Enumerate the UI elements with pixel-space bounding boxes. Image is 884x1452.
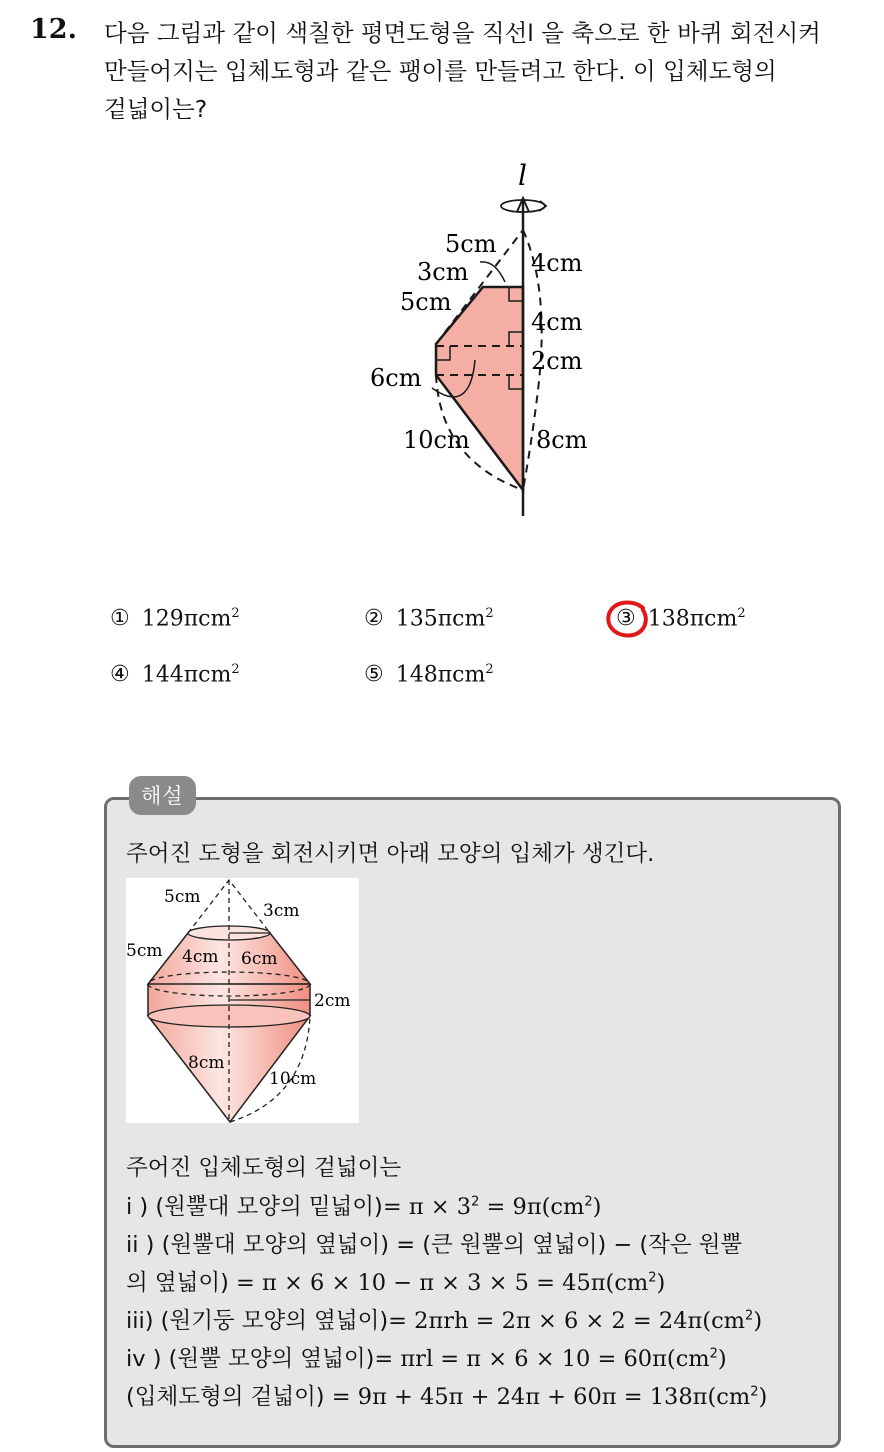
solution-intro: 주어진 도형을 회전시키면 아래 모양의 입체가 생긴다. (126, 841, 655, 867)
solid-label-cylinder-h: 2cm (314, 991, 351, 1011)
step-math: = πrl = π × 6 × 10 = 60π(cm (374, 1346, 710, 1372)
choice-number: ③ (616, 606, 636, 632)
step-math: = 9π + 45π + 24π + 60π = 138π(cm (331, 1384, 751, 1410)
choice-number: ④ (110, 662, 130, 688)
choice-value: 135πcm (395, 606, 486, 632)
solid-label-cone-slant: 10cm (269, 1069, 317, 1089)
label-height-bottom: 8cm (536, 426, 588, 454)
step-sup: 2 (584, 1194, 593, 1210)
solution-step (126, 1227, 742, 1259)
question-line: 다음 그림과 같이 색칠한 평면도형을 직선l 을 축으로 한 바퀴 회전시켜 (104, 19, 821, 47)
solid-label-height: 4cm (182, 947, 219, 967)
choice-number: ⑤ (364, 662, 384, 688)
choice-exponent: 2 (231, 662, 240, 677)
solid-frustum (148, 933, 310, 984)
step-math: ) (758, 1384, 768, 1410)
step-text: (입체도형의 겉넓이) (126, 1384, 332, 1410)
solid-figure (126, 878, 359, 1123)
question-line: 만들어지는 입체도형과 같은 팽이를 만들려고 한다. 이 입체도형의 (104, 57, 777, 85)
step-text: 의 옆넓이) (126, 1270, 237, 1296)
solution-step (126, 1379, 767, 1411)
choice-value: 129πcm (141, 606, 232, 632)
choice-exponent: 2 (485, 606, 494, 621)
choice-exponent: 2 (485, 662, 494, 677)
choice-value: 144πcm (141, 662, 232, 688)
solid-label-slant-left: 5cm (126, 941, 163, 961)
pointer-curve (480, 262, 505, 282)
step-math: ) (717, 1346, 727, 1372)
step-math: ) (592, 1194, 602, 1220)
solid-label-cone-h: 8cm (188, 1053, 225, 1073)
rotation-figure (360, 150, 620, 530)
step-math: ) (753, 1308, 763, 1334)
label-height-top: 4cm (531, 249, 583, 277)
solid-label-top-radius: 3cm (263, 901, 300, 921)
label-top-radius: 3cm (417, 258, 469, 286)
step-sup: 2 (648, 1270, 657, 1286)
step-sup: 2 (709, 1346, 718, 1362)
choice-exponent: 2 (737, 606, 746, 621)
solution-step (126, 1303, 762, 1335)
solution-summary: 주어진 입체도형의 겉넓이는 (126, 1155, 402, 1181)
step-text: iv ) (원뿔 모양의 옆넓이) (126, 1346, 375, 1372)
step-sup: 2 (471, 1194, 480, 1210)
choice-value: 148πcm (395, 662, 486, 688)
choice-2[interactable] (364, 606, 494, 631)
question-number: 12. (30, 14, 77, 45)
solid-label-slant-top: 5cm (164, 887, 201, 907)
step-text: i ) (원뿔대 모양의 밑넓이) (126, 1194, 383, 1220)
step-text: ii ) (원뿔대 모양의 옆넓이) = (큰 원뿔의 옆넓이) − (작은 원뿔 (126, 1232, 743, 1258)
label-radius-mid: 6cm (370, 364, 422, 392)
label-slant-left: 5cm (400, 288, 452, 316)
solution-step (126, 1341, 727, 1373)
step-sup: 2 (750, 1384, 759, 1400)
choice-number: ① (110, 606, 130, 632)
axis-label: l (518, 159, 527, 192)
choice-4[interactable] (110, 662, 240, 687)
label-slant-bottom: 10cm (403, 426, 470, 454)
label-height-cylinder: 2cm (531, 347, 583, 375)
solution-tag: 해설 (129, 776, 196, 815)
step-sup: 2 (745, 1308, 754, 1324)
solid-label-radius: 6cm (241, 949, 278, 969)
step-text: iii) (원기둥 모양의 옆넓이) (126, 1308, 389, 1334)
choice-5[interactable] (364, 662, 494, 687)
solution-step (126, 1189, 601, 1221)
question-text (104, 14, 864, 128)
answer-circle-icon (603, 598, 653, 642)
step-math: = π × 6 × 10 − π × 3 × 5 = 45π(cm (236, 1270, 649, 1296)
label-slant-top: 5cm (445, 230, 497, 258)
label-height-frustum: 4cm (531, 308, 583, 336)
choice-value: 138πcm (647, 606, 738, 632)
choice-1[interactable] (110, 606, 240, 631)
choice-exponent: 2 (231, 606, 240, 621)
solution-step (126, 1265, 665, 1297)
question-line: 겉넓이는? (104, 95, 208, 123)
step-math: ) (656, 1270, 666, 1296)
step-math: = 9π(cm (479, 1194, 585, 1220)
step-math: = 2πrh = 2π × 6 × 2 = 24π(cm (388, 1308, 746, 1334)
choice-number: ② (364, 606, 384, 632)
step-math: = π × 3 (382, 1194, 472, 1220)
